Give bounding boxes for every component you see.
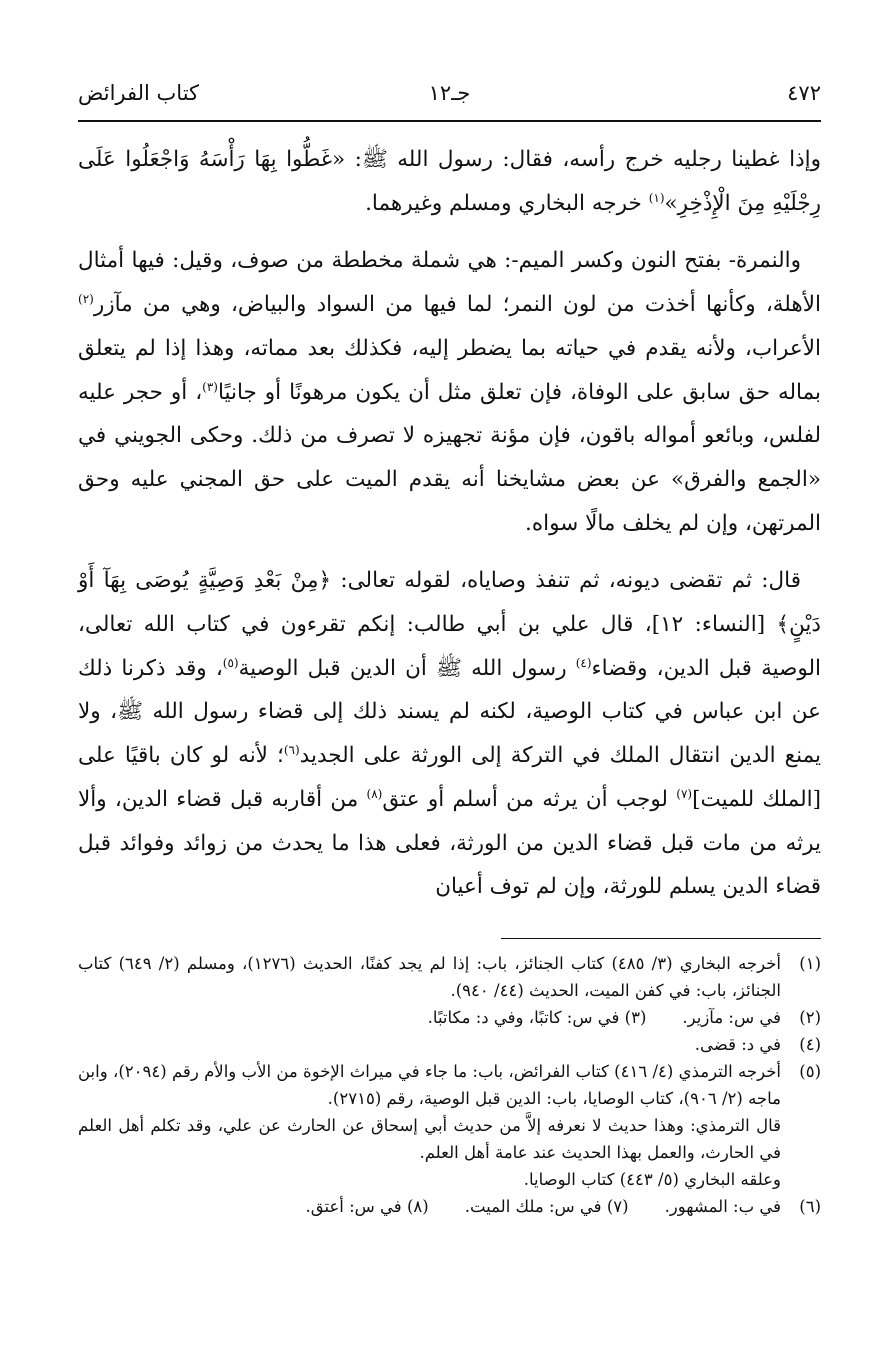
footnote-number: (٥) xyxy=(799,1062,821,1081)
footnote-6-8 xyxy=(78,1193,821,1220)
footnote-ref-2: (٢) xyxy=(78,291,94,306)
footnote-number: (٧) xyxy=(606,1197,629,1216)
footnote-divider xyxy=(501,938,821,939)
footnote-text: في س: أعتق. xyxy=(305,1197,402,1216)
footnote-number: (٦) xyxy=(799,1197,821,1216)
footnote-ref-7: (٧) xyxy=(676,786,693,801)
footnote-2-3 xyxy=(78,1004,821,1031)
footnote-ref-6: (٦) xyxy=(283,742,300,757)
main-text xyxy=(78,138,821,923)
page-number: ٤٧٢ xyxy=(787,81,821,105)
footnote-5 xyxy=(78,1058,821,1112)
footnote-number: (٤) xyxy=(799,1035,821,1054)
footnote-4 xyxy=(78,1031,821,1058)
footnote-text: أخرجه الترمذي (٤/ ٤١٦) كتاب الفرائض، باب: ما جاء في ميراث الإخوة من الأب والأم رقم (٢٠٩٤)، وابن ماجه (٢/ ٩٠٦)، كتاب الوصايا، باب: الدين قبل الوصية، رقم (٢٧١٥). xyxy=(78,1062,781,1108)
volume-label: جـ١٢ xyxy=(428,81,471,105)
paragraph-3-text-d: ؛ لأنه لو كان باقيًا على [الملك للميت] xyxy=(78,743,822,812)
paragraph-3-text-b: رسول الله ﷺ أن الدين قبل الوصية xyxy=(238,655,576,681)
footnote-ref-1: (١) xyxy=(648,190,665,205)
paragraph-2-text-a: والنمرة- بفتح النون وكسر الميم-: هي شملة مخططة من صوف، وقيل: فيها أمثال الأهلة، وكأنها أخذت من لون النمر؛ لما فيها من السواد والبياض، وهي من مآزر xyxy=(78,248,821,318)
footnote-number: (١) xyxy=(799,954,821,973)
footnote-1 xyxy=(78,950,821,1004)
paragraph-2 xyxy=(78,239,821,545)
paragraph-1-tail: خرجه البخاري ومسلم وغيرهما. xyxy=(365,190,649,216)
footnote-number: (٣) xyxy=(624,1008,647,1027)
footnote-number: (٢) xyxy=(799,1008,821,1027)
footnote-5-comment: قال الترمذي: وهذا حديث لا نعرفه إلاَّ من حديث أبي إسحاق عن الحارث عن علي، وقد تكلم أهل العلم في الحارث، والعمل بهذا الحديث عند عامة أهل العلم. xyxy=(78,1116,781,1162)
paragraph-1 xyxy=(78,138,821,225)
footnote-ref-5: (٥) xyxy=(222,655,239,670)
footnote-number: (٨) xyxy=(406,1197,429,1216)
footnote-ref-3: (٣) xyxy=(202,379,218,394)
footnote-text: في ب: المشهور. xyxy=(664,1197,781,1216)
paragraph-3-text-f: من أقاربه قبل قضاء الدين، وألا يرثه من مات قبل قضاء الدين من الورثة، فعلى هذا ما يحدث من زوائد وفوائد قبل قضاء الدين يسلم للورثة، وإن لم توف أعيان xyxy=(78,786,821,900)
header-divider xyxy=(78,120,821,122)
footnote-ref-8: (٨) xyxy=(366,786,383,801)
footnotes xyxy=(78,950,821,1220)
footnote-text: في س: مآزير. xyxy=(682,1008,781,1027)
paragraph-3-text-c: ، وقد ذكرنا ذلك عن ابن عباس في كتاب الوصية، لكنه لم يسند ذلك إلى قضاء رسول الله ﷺ، ولا يمنع الدين انتقال الملك في التركة إلى الورثة على الجديد xyxy=(78,655,821,769)
running-header xyxy=(78,78,821,118)
paragraph-1-text: وإذا غطينا رجليه خرج رأسه، فقال: رسول الله ﷺ: «غَطُّوا بِهَا رَأْسَهُ وَاجْعَلُوا عَلَى رِجْلَيْهِ مِنَ الْإِذْخِرِ» xyxy=(78,147,821,216)
footnote-text: أخرجه البخاري (٣/ ٤٨٥) كتاب الجنائز، باب: إذا لم يجد كفنًا، الحديث (١٢٧٦)، ومسلم (٢/ ٦٤٩) كتاب الجنائز، باب: في كفن الميت، الحديث (٤٤/ ٩٤٠). xyxy=(78,954,782,1000)
paragraph-3-text-a: قال: ثم تقضى ديونه، ثم تنفذ وصاياه، لقوله تعالى: ﴿مِنْ بَعْدِ وَصِيَّةٍ يُوصَى بِهَآ أَوْ دَيْنٍ﴾ [النساء: ١٢]، قال علي بن أبي طالب: إنكم تقرءون في كتاب الله تعالى، الوصية قبل الدين، وقضاء xyxy=(78,568,821,681)
paragraph-2-text-b: الأعراب، ولأنه يقدم في حياته بما يضطر إليه، فكذلك بعد مماته، وهذا إذا لم يتعلق بماله حق سابق على الوفاة، فإن تعلق مثل أن يكون مرهونًا أو جانيًا xyxy=(78,335,822,405)
paragraph-3-text-e: لوجب أن يرثه من أسلم أو عتق xyxy=(382,786,677,812)
footnote-ref-4: (٤) xyxy=(575,655,592,670)
footnote-text: في د: قضى. xyxy=(694,1035,781,1054)
footnote-text: في س: ملك الميت. xyxy=(464,1197,602,1216)
footnote-5-note: وعلقه البخاري (٥/ ٤٤٣) كتاب الوصايا. xyxy=(523,1170,781,1189)
paragraph-3 xyxy=(78,559,821,909)
paragraph-2-text-c: ، أو حجر عليه لفلس، وبائعو أمواله باقون، فإن مؤنة تجهيزه لا تصرف من ذلك. وحكى الجويني في «الجمع والفرق» عن بعض مشايخنا أنه يقدم الميت على حق المجني عليه وحق المرتهن، وإن لم يخلف مالًا سواه. xyxy=(78,379,821,536)
book-title: كتاب الفرائض xyxy=(78,81,200,105)
footnote-text: في س: كاتبًا، وفي د: مكاتبًا. xyxy=(427,1008,620,1027)
